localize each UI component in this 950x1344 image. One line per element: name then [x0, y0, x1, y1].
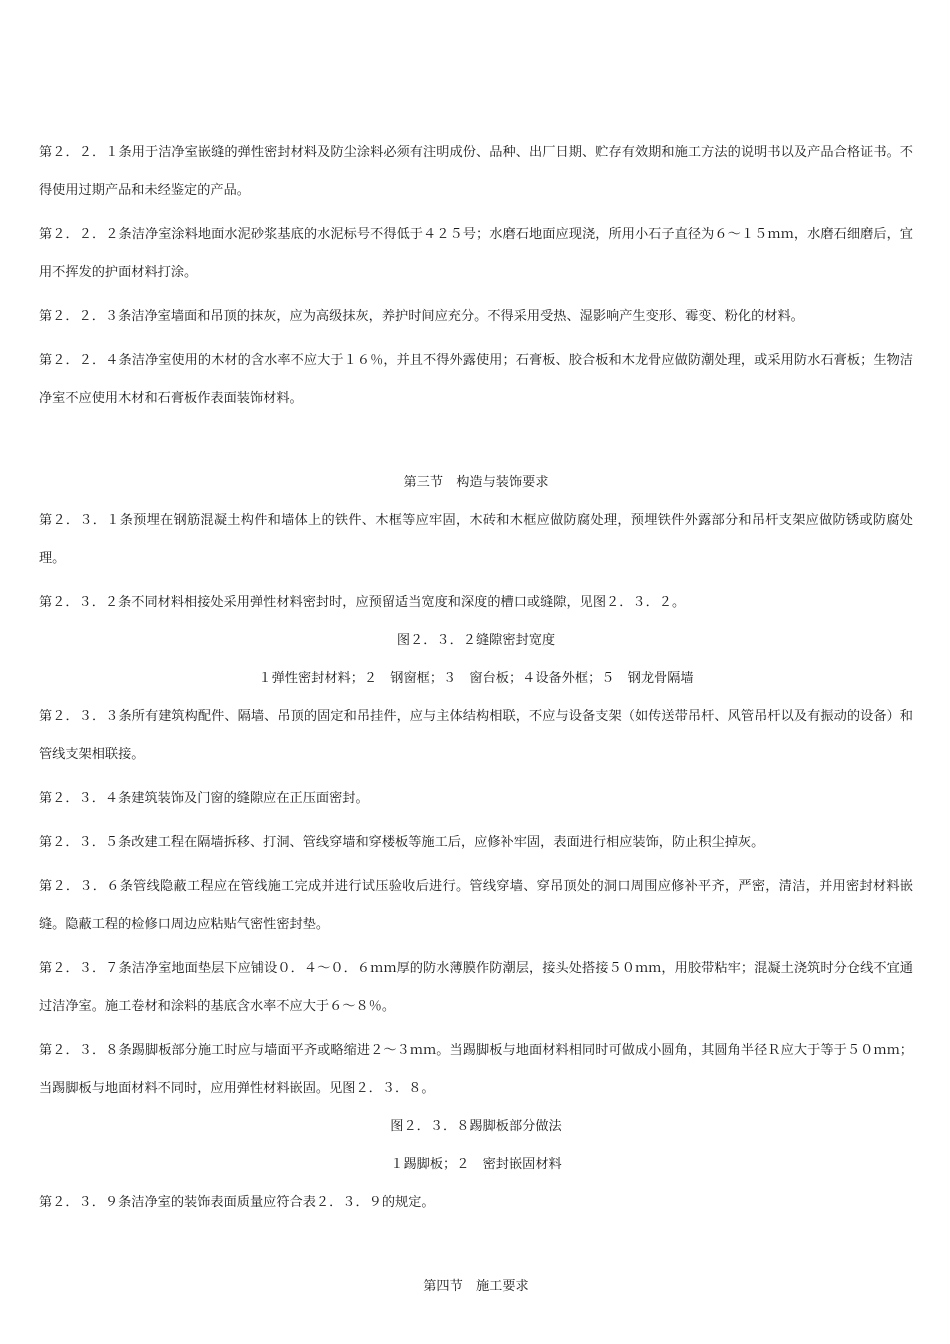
clause-2-3-2: 第２．３．２条不同材料相接处采用弹性材料密封时，应预留适当宽度和深度的槽口或缝隙，见图２．３．２。	[39, 595, 686, 610]
clause-2-3-9: 第２．３．９条洁净室的装饰表面质量应符合表２．３．９的规定。	[39, 1195, 435, 1210]
clause-2-3-8: 第２．３．８条踢脚板部分施工时应与墙面平齐或略缩进２～３ｍｍ。当踢脚板与地面材料相同时可做成小圆角，其圆角半径Ｒ应大于等于５０ｍｍ；当踢脚板与地面材料不同时，应用弹性材料嵌固。见图２．３．８。	[39, 1043, 913, 1096]
figure-2-3-8-caption: 图２．３．８踢脚板部分做法	[390, 1119, 562, 1134]
clause-2-3-6: 第２．３．６条管线隐蔽工程应在管线施工完成并进行试压验收后进行。管线穿墙、穿吊顶处的洞口周围应修补平齐，严密，清洁，并用密封材料嵌缝。隐蔽工程的检修口周边应粘贴气密性密封垫。	[39, 879, 913, 932]
clause-2-2-2: 第２．２．２条洁净室涂料地面水泥砂浆基底的水泥标号不得低于４２５号；水磨石地面应现浇，所用小石子直径为６～１５ｍｍ，水磨石细磨后，宜用不挥发的护面材料打涂。	[39, 227, 913, 280]
section-4-heading: 第四节 施工要求	[423, 1279, 529, 1294]
document-page	[39, 134, 913, 1306]
clause-2-3-4: 第２．３．４条建筑装饰及门窗的缝隙应在正压面密封。	[39, 791, 369, 806]
figure-2-3-2-caption: 图２．３．２缝隙密封宽度	[396, 633, 556, 648]
figure-2-3-8-legend: １踢脚板；２ 密封嵌固材料	[390, 1157, 562, 1172]
clause-2-3-3: 第２．３．３条所有建筑构配件、隔墙、吊顶的固定和吊挂件，应与主体结构相联，不应与设备支架（如传送带吊杆、风管吊杆以及有振动的设备）和管线支架相联接。	[39, 709, 913, 762]
clause-2-2-3: 第２．２．３条洁净室墙面和吊顶的抹灰，应为高级抹灰，养护时间应充分。不得采用受热、湿影响产生变形、霉变、粉化的材料。	[39, 309, 804, 324]
clause-2-2-1: 第２．２．１条用于洁净室嵌缝的弹性密封材料及防尘涂料必须有注明成份、品种、出厂日期、贮存有效期和施工方法的说明书以及产品合格证书。不得使用过期产品和未经鉴定的产品。	[39, 145, 913, 198]
section-3-heading: 第三节 构造与装饰要求	[403, 475, 549, 490]
clause-2-3-1: 第２．３．１条预埋在钢筋混凝土构件和墙体上的铁件、木框等应牢固，木砖和木框应做防腐处理，预埋铁件外露部分和吊杆支架应做防锈或防腐处理。	[39, 513, 913, 566]
clause-2-2-4: 第２．２．４条洁净室使用的木材的含水率不应大于１６％，并且不得外露使用；石膏板、胶合板和木龙骨应做防潮处理，或采用防水石膏板；生物洁净室不应使用木材和石膏板作表面装饰材料。	[39, 353, 913, 406]
clause-2-3-7: 第２．３．７条洁净室地面垫层下应铺设０．４～０．６ｍｍ厚的防水薄膜作防潮层，接头处搭接５０ｍｍ，用胶带粘牢；混凝土浇筑时分仓线不宜通过洁净室。施工卷材和涂料的基底含水率不应大于６～８％。	[39, 961, 913, 1014]
clause-2-3-5: 第２．３．５条改建工程在隔墙拆移、打洞、管线穿墙和穿楼板等施工后，应修补牢固，表面进行相应装饰，防止积尘掉灰。	[39, 835, 765, 850]
figure-2-3-2-legend: １弹性密封材料；２ 钢窗框；３ 窗台板；４设备外框；５ 钢龙骨隔墙	[258, 671, 694, 686]
